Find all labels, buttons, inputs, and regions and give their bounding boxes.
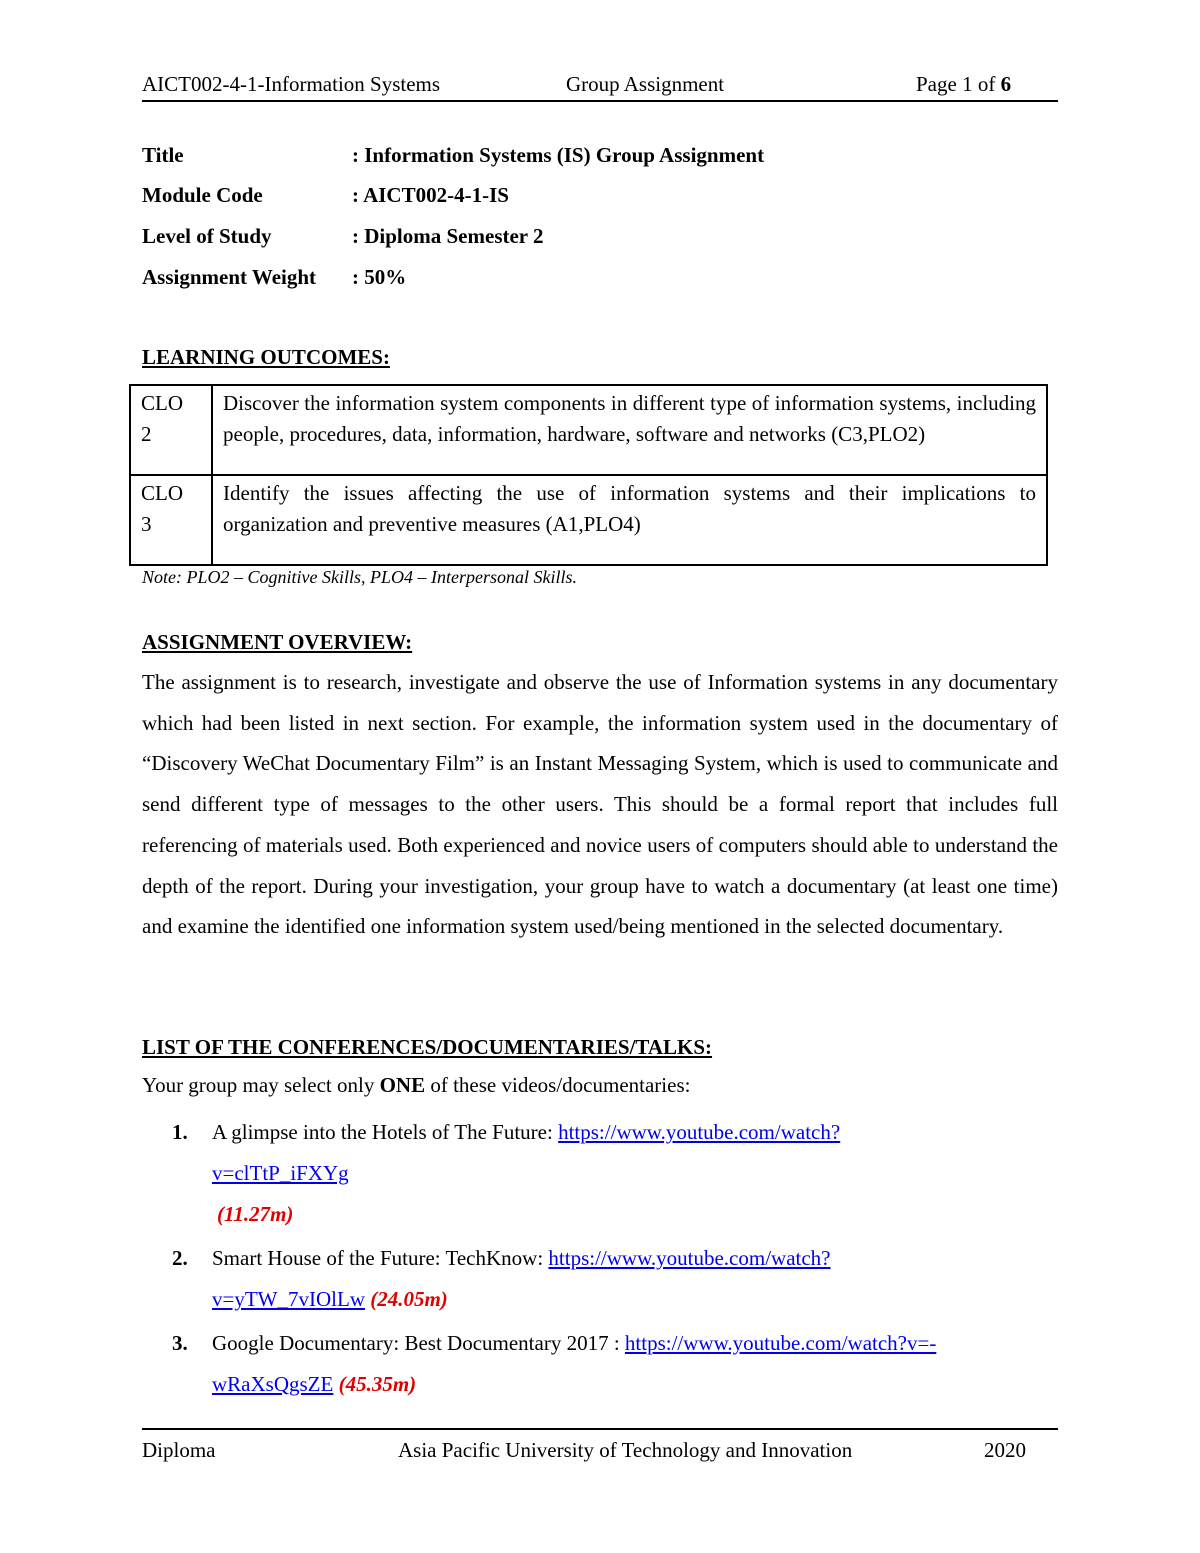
footer-right: 2020: [984, 1438, 1026, 1462]
list-item-title: Smart House of the Future: TechKnow:: [212, 1246, 549, 1270]
list-heading: LIST OF THE CONFERENCES/DOCUMENTARIES/TALKS:: [142, 1035, 713, 1059]
clo-code-cell: CLO 3: [130, 475, 212, 565]
learning-outcomes-table: [129, 384, 1048, 566]
clo-text-cell: Discover the information system components in different type of information systems, including people, procedures, data, information, hardware, software and networks (C3,PLO2): [212, 385, 1047, 475]
clo-code-cell: CLO 2: [130, 385, 212, 475]
duration-label: (24.05m): [370, 1287, 448, 1311]
list-item-continuation: [212, 1287, 448, 1312]
video-link[interactable]: https://www.youtube.com/watch?: [558, 1120, 841, 1144]
video-link[interactable]: https://www.youtube.com/watch?: [548, 1246, 831, 1270]
learning-outcomes-note: Note: PLO2 – Cognitive Skills, PLO4 – Interpersonal Skills.: [142, 567, 577, 587]
meta-label-weight: Assignment Weight: [142, 265, 317, 289]
meta-value-module-code: : AICT002-4-1-IS: [352, 183, 509, 207]
meta-label-title: Title: [142, 143, 184, 167]
video-link[interactable]: https://www.youtube.com/watch?v=-: [624, 1331, 937, 1355]
duration-label: (11.27m): [217, 1202, 294, 1226]
list-item-title: A glimpse into the Hotels of The Future:: [212, 1120, 559, 1144]
table-row: [130, 475, 1047, 565]
list-item: [212, 1120, 840, 1145]
table-row: [130, 385, 1047, 475]
list-item-continuation: [212, 1161, 349, 1186]
list-item-number: 3.: [172, 1331, 188, 1355]
list-item-continuation: [212, 1372, 416, 1397]
list-intro: Your group may select only ONE of these videos/documentaries:: [142, 1073, 691, 1097]
header-page-number: Page 1 of 6: [916, 72, 1012, 96]
footer-center: Asia Pacific University of Technology and Innovation: [398, 1438, 853, 1462]
meta-label-module-code: Module Code: [142, 183, 263, 207]
footer-left: Diploma: [142, 1438, 216, 1462]
duration-label: (45.35m): [338, 1372, 417, 1396]
header-doc-type: Group Assignment: [566, 72, 725, 96]
list-item-number: 1.: [172, 1120, 188, 1144]
overview-heading: ASSIGNMENT OVERVIEW:: [142, 630, 413, 654]
video-link-continuation[interactable]: v=clTtP_iFXYg: [212, 1161, 349, 1185]
header-module: AICT002-4-1-Information Systems: [142, 72, 441, 96]
video-link-continuation[interactable]: wRaXsQgsZE: [212, 1372, 334, 1396]
video-link-continuation[interactable]: v=yTW_7vIOlLw: [212, 1287, 365, 1311]
list-item-title: Google Documentary: Best Documentary 2017 :: [212, 1331, 625, 1355]
page-footer: [142, 1428, 1058, 1470]
meta-value-level: : Diploma Semester 2: [352, 224, 544, 248]
list-item: [212, 1331, 936, 1356]
page-header: [142, 72, 1058, 102]
learning-outcomes-heading: LEARNING OUTCOMES:: [142, 345, 390, 369]
overview-paragraph: The assignment is to research, investigate and observe the use of Information systems in any documentary which had been listed in next section. For example, the information system used in the documentary of “Discovery WeChat Documentary Film” is an Instant Messaging System, which is used to communicate and send different type of messages to the other users. This should be a formal report that includes full referencing of materials used. Both experienced and novice users of computers should able to understand the depth of the report. During your investigation, your group have to watch a documentary (at least one time) and examine the identified one information system used/being mentioned in the selected documentary.: [142, 670, 1058, 939]
clo-text-cell: Identify the issues affecting the use of information systems and their implications to organization and preventive measures (A1,PLO4): [212, 475, 1047, 565]
meta-value-title: : Information Systems (IS) Group Assignment: [352, 143, 765, 167]
meta-label-level: Level of Study: [142, 224, 272, 248]
list-item-number: 2.: [172, 1246, 188, 1270]
meta-value-weight: : 50%: [352, 265, 407, 289]
list-item: [212, 1246, 831, 1271]
